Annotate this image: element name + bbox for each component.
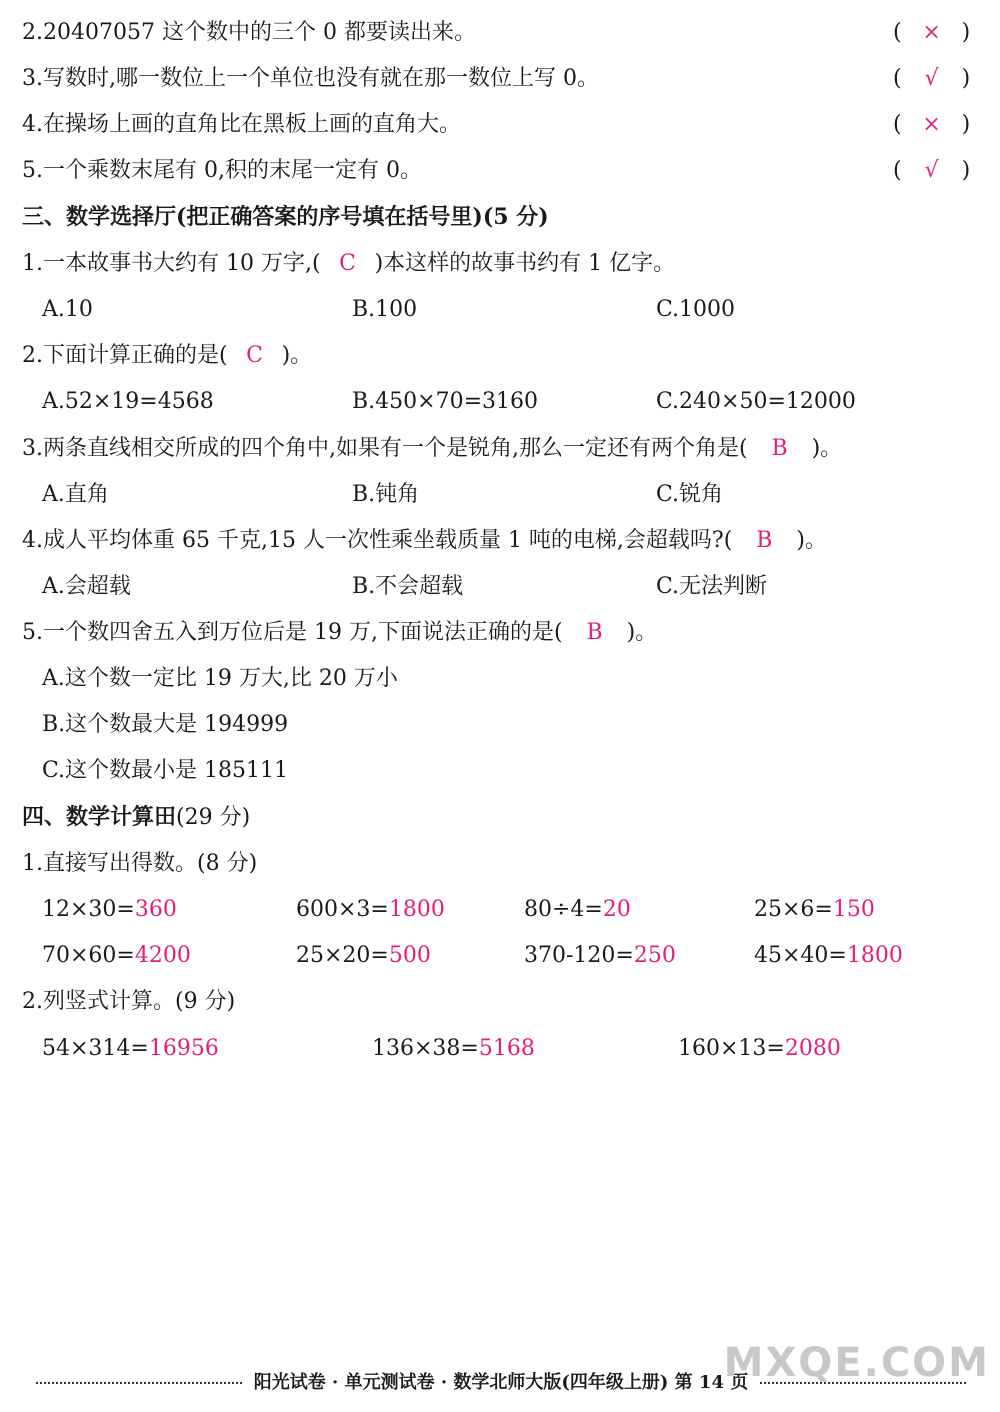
judge-text: 5.一个乘数末尾有 0,积的末尾一定有 0。 [22,158,422,183]
vertical-calc-item: 54×314=16956 [42,1036,219,1061]
choice-4-option-a: A.会超载 [42,574,131,599]
choice-question-4: 4.成人平均体重 65 千克,15 人一次性乘坐载质量 1 吨的电梯,会超载吗?( B )。 [22,526,827,556]
choice-3-option-c: C.锐角 [656,482,724,507]
cross-mark: × [922,112,941,137]
judge-item-4 [0,110,1000,140]
judge-paren: ( √ ) [893,156,977,186]
judge-item-2 [0,18,1000,48]
choice-answer: B [756,528,773,553]
judge-text: 4.在操场上画的直角比在黑板上画的直角大。 [22,112,461,137]
check-mark: √ [924,158,939,183]
choice-5-option-b: B.这个数最大是 194999 [42,712,289,737]
calc-item: 25×20=500 [296,943,431,968]
calc-answer: 16956 [148,1036,219,1061]
choice-3-option-a: A.直角 [42,482,109,507]
choice-5-option-a: A.这个数一定比 19 万大,比 20 万小 [42,666,398,691]
q2-title: 2.列竖式计算。(9 分) [22,989,236,1014]
section-3-heading [22,202,549,233]
choice-answer: C [339,251,356,276]
calc-item: 45×40=1800 [754,943,903,968]
choice-2-option-b: B.450×70=3160 [352,389,539,414]
choice-1-option-a: A.10 [42,297,93,322]
judge-paren: ( × ) [893,110,977,140]
calc-item: 25×6=150 [754,897,875,922]
footer-text: 阳光试卷 · 单元测试卷 · 数学北师大版(四年级上册) 第 14 页 [253,1372,749,1393]
choice-1-option-c: C.1000 [656,297,736,322]
choice-1-option-b: B.100 [352,297,418,322]
section-4-subtitle: (29 分) [176,805,251,830]
calc-answer: 20 [602,897,631,922]
judge-paren: ( × ) [893,18,977,48]
choice-answer: B [586,620,603,645]
calc-item: 370-120=250 [524,943,676,968]
choice-4-option-c: C.无法判断 [656,574,768,599]
section-4-heading [22,802,250,833]
q1-title: 1.直接写出得数。(8 分) [22,851,258,876]
calc-item: 70×60=4200 [42,943,191,968]
judge-item-3 [0,64,1000,94]
calc-answer: 1800 [846,943,903,968]
choice-2-option-a: A.52×19=4568 [42,389,214,414]
choice-4-option-b: B.不会超载 [352,574,464,599]
vertical-calc-item: 160×13=2080 [678,1036,841,1061]
choice-answer: C [246,343,263,368]
choice-question-3: 3.两条直线相交所成的四个角中,如果有一个是锐角,那么一定还有两个角是( B )。 [22,434,842,464]
judge-paren: ( √ ) [893,64,977,94]
vertical-calc-item: 136×38=5168 [372,1036,535,1061]
calc-answer: 150 [832,897,875,922]
section-3-subtitle: (把正确答案的序号填在括号里)(5 分) [176,204,549,230]
watermark-logo: MXQE.COM [723,1340,990,1386]
choice-5-option-c: C.这个数最小是 185111 [42,758,289,783]
choice-question-5: 5.一个数四舍五入到万位后是 19 万,下面说法正确的是( B )。 [22,618,657,648]
calc-answer: 5168 [478,1036,535,1061]
calc-item: 80÷4=20 [524,897,631,922]
calc-answer: 1800 [388,897,445,922]
calc-item: 600×3=1800 [296,897,445,922]
calc-answer: 2080 [784,1036,841,1061]
choice-3-option-b: B.钝角 [352,482,420,507]
choice-question-1: 1.一本故事书大约有 10 万字,( C )本这样的故事书约有 1 亿字。 [22,249,675,279]
judge-text: 3.写数时,哪一数位上一个单位也没有就在那一数位上写 0。 [22,66,599,91]
section-4-title: 四、数学计算田 [22,804,177,830]
cross-mark: × [922,20,941,45]
judge-text: 2.20407057 这个数中的三个 0 都要读出来。 [22,20,476,45]
calc-answer: 500 [388,943,431,968]
calc-answer: 360 [134,897,177,922]
calc-answer: 250 [633,943,676,968]
choice-question-2: 2.下面计算正确的是( C )。 [22,341,312,371]
calc-item: 12×30=360 [42,897,177,922]
section-3-title: 三、数学选择厅 [22,204,177,230]
check-mark: √ [924,66,939,91]
calc-answer: 4200 [134,943,191,968]
judge-item-5 [0,156,1000,186]
choice-2-option-c: C.240×50=12000 [656,389,856,414]
footer-divider-left [36,1382,242,1384]
choice-answer: B [771,436,788,461]
